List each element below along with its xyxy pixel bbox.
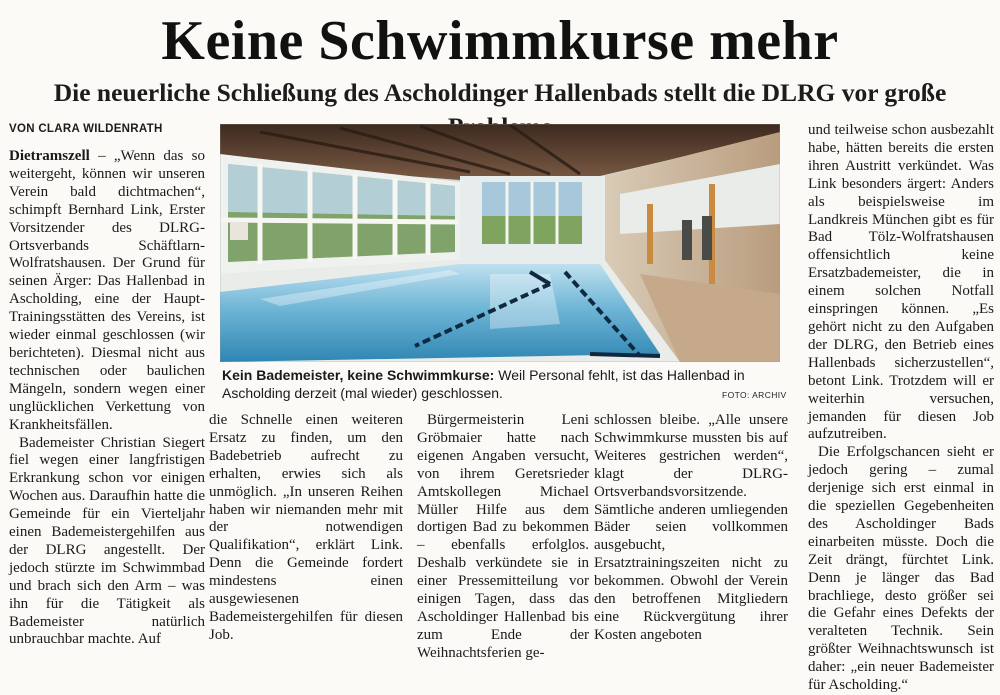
- byline: VON CLARA WILDENRATH: [9, 123, 163, 135]
- article-column-4: [594, 412, 788, 645]
- photo-credit: FOTO: ARCHIV: [722, 390, 787, 400]
- article-column-2: [209, 412, 403, 645]
- dateline: Dietramszell: [9, 148, 90, 164]
- subheadline: Die neuerliche Schließung des Ascholdinger Hallenbads stellt die DLRG vor große: [53, 78, 947, 107]
- article-column-1: [9, 148, 205, 649]
- article-photo: [220, 124, 780, 362]
- photo-caption: [222, 366, 780, 402]
- article-paragraph: und teilweise schon ausbezahlt habe, hätten bereits die ersten ihren Austritt verkündet. Was Link besonders ärgert: Anders als beispielsweise im Landkreis München gibt es für Bad Tölz-Wolfratshausen offensichtlich keine Ersatzbademeister, die in einem solchen Notfall einspringen können. „Es gehört nicht zu den Aufgaben der DLRG, den Betrieb eines Hallenbads sicherzustellen“, betont Link. Trotzdem will er weiterhin versuchen, jemanden für diesen Job aufzutreiben.: [808, 122, 994, 443]
- headline: Keine Schwimmkurse mehr: [161, 10, 839, 72]
- article-paragraph: Die Erfolgschancen sieht er jedoch gering – zumal derjenige sich erst einmal in die speziellen Gegebenheiten des Ascholdinger Bads einarbeiten müsste. Doch die Zeit drängt, fürchtet Link. Denn je länger das Bad brachliege, desto größer sei die Gefahr eines Defekts der veralteten Technik. Sein größter Weihnachtswunsch ist daher: „ein neuer Bademeister für Ascholding.“: [808, 444, 994, 694]
- paragraph-text: – „Wenn das so weitergeht, können wir unseren Verein bald dichtmachen“, schimpft Bernhard Link, Erster Vorsitzender des DLRG-Ortsverbands Schäftlarn-Wolfratshausen. Der Grund für seinen Ärger: Das Hallenbad in Ascholding, eine der Haupt-Trainingsstätten des Vereins, ist wieder einmal geschlossen (wir berichteten). Diesmal nicht aus technischen oder baulichen Mängeln, sondern wegen einer unglücklichen Verkettung von Krankheitsfällen.: [9, 148, 205, 433]
- article-paragraph: Bademeister Christian Siegert fiel wegen einer langfristigen Erkrankung schon vor einigen Wochen aus. Daraufhin hatte die Gemeinde für ein Vierteljahr einen Bademeistergehilfen aus der DLRG angestellt. Der jedoch stürzte im Schwimmbad und brach sich den Arm – was ihn für die Tätigkeit als Bademeister natürlich unbrauchbar machte. Auf: [9, 434, 205, 648]
- indoor-pool-photo: [220, 124, 780, 362]
- caption-lead: Kein Bademeister, keine Schwimmkurse:: [222, 367, 495, 383]
- caption-text: Weil Personal fehlt, ist das Hallenbad in Ascholding derzeit (mal wieder) geschlossen.: [222, 367, 745, 401]
- article-paragraph: schlossen bleibe. „Alle unsere Schwimmkurse mussten bis auf Weiteres gestrichen werden“, klagt der DLRG-Ortsverbandsvorsitzende. Sämtliche anderen umliegenden Bäder seien vollkommen ausgebucht, Ersatztrainingszeiten nicht zu bekommen. Obwohl der Verein den betroffenen Mitgliedern eine Rückvergütung ihrer Kosten angeboten: [594, 412, 788, 643]
- article-column-5: [808, 122, 994, 695]
- article-paragraph: Bürgermeisterin Leni Gröbmaier hatte nach eigenen Angaben versucht, von ihrem Geretsrieder Amtskollegen Michael Müller Hilfe aus dem dortigen Bad zu bekommen – ebenfalls erfolglos. Deshalb verkündete sie in einer Pressemitteilung vor einigen Tagen, dass das Ascholdinger Hallenbad bis zum Ende der Weihnachtsferien ge-: [417, 412, 589, 661]
- article-paragraph: die Schnelle einen weiteren Ersatz zu finden, um den Badebetrieb aufrecht zu erhalten, erwies sich als unmöglich. „In unseren Reihen haben wir niemanden mehr mit der notwendigen Qualifikation“, erklärt Link. Denn die Gemeinde fordert mindestens einen ausgewiesenen Bademeistergehilfen für diesen Job.: [209, 412, 403, 643]
- article-paragraph: [9, 148, 205, 435]
- article-column-3: [417, 412, 589, 663]
